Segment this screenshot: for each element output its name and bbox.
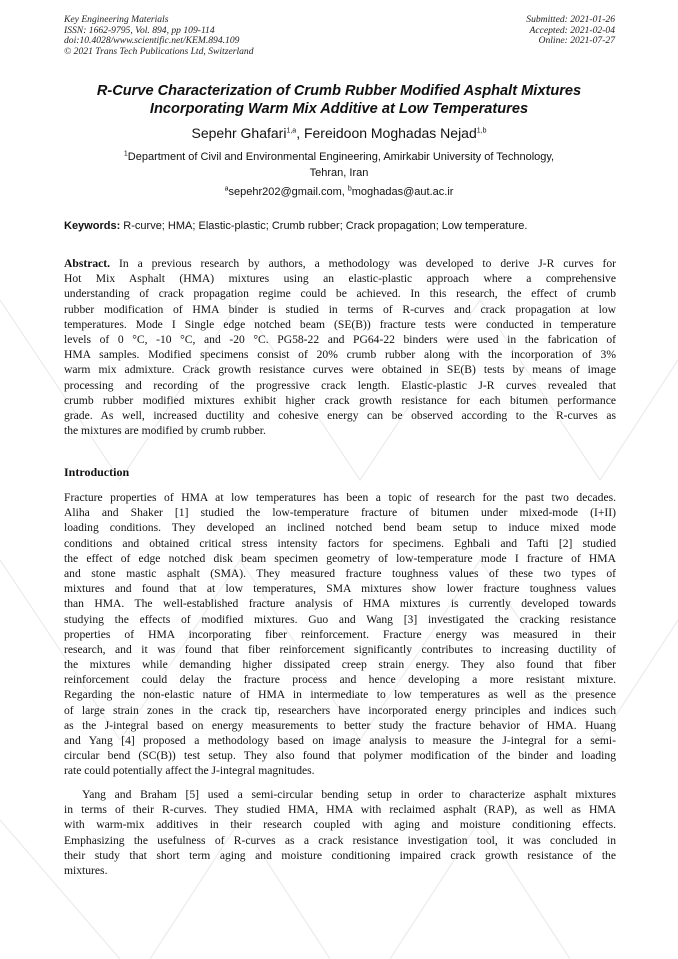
affiliation: $^1$Department of Civil and Environmental Engineering, Amirkabir University of Technology, Tehran, Iran (123, 150, 555, 179)
author-emails: $^a$sepehr202@gmail.com, $^b$moghadas@aut.ac.ir (224, 185, 454, 198)
section-heading: Introduction (64, 465, 130, 479)
author-name: Sepehr Ghafari (191, 125, 287, 141)
keywords-label: Keywords: (64, 220, 121, 232)
journal-name: Key Engineering Materials (64, 14, 169, 25)
intro-paragraph: Yang and Braham [5] used a semi-circular bending setup in order to characterize asphalt mixtures in terms of their R-curves. They studied HMA, HMA with reclaimed asphalt (RAP), as well as HMA with warm-mix additives in their research coupled with aging and moisture conditioning effects. Emphasizing the usefulness of R-curves as a crack resistance investigation tool, it was concluded in their study that short term aging and moisture conditioning impaired crack growth resistance of the mixtures. (64, 788, 616, 877)
keywords-text: R-curve; HMA; Elastic-plastic; Crumb rubber; Crack propagation; Low temperature. (120, 220, 528, 232)
email-link[interactable]: moghadas@aut.ac.ir (351, 186, 454, 198)
doi-line: doi:10.4028/www.scientific.net/KEM.894.109 (64, 35, 240, 46)
submission-dates (526, 15, 615, 47)
email-link[interactable]: sepehr202@gmail.com, (228, 186, 348, 198)
author-name: Fereidoon Moghadas Nejad (303, 125, 477, 141)
accepted-date: Accepted: 2021-02-04 (529, 24, 615, 36)
keywords (64, 219, 616, 234)
intro-paragraph: Fracture properties of HMA at low temperatures has been a topic of research for the past two decades. Aliha and Shaker [1] studied the low-temperature fracture of bitumen under mixed-mode (I+II) loading conditions. They developed an inclined notched bend beam setup to induce mixed mode conditions and obtained critical stress intensity factors for specimens. Eghbali and Tafti [2] studied the effect of edge notched disk beam specimen geometry of low-temperature mode I fracture of HMA and stone mastic asphalt (SMA). They measured fracture toughness values of these two types of mixtures and found that at low temperatures, SMA mixtures show lower fracture toughness values than HMA. The well-established fracture analysis of HMA mixtures is currently developed towards studying the effects of modified mixtures. Guo and Wang [3] investigated the cracking resistance properties of HMA incorporating fiber reinforcement. Fracture energy was measured in their research, and it was found that fiber reinforcement significantly contributes to increasing ductility of the mixtures while demanding higher dissipated creep strain energy. They also found that fiber reinforcement could delay the fracture process and hence developing a more resistant mixture. Regarding the non-elastic nature of HMA in intermediate to low temperatures as well as the presence of large strain zones in the crack tip, researchers have incorporated energy principles and indices such as the J-integral based on energy measurements to better study the fracture behavior of HMA. Huang and Yang [4] proposed a methodology based on image analysis to measure the J-integral for a semi- circular bend (SC(B)) test setup. They also found that polymer modification of the binder and loading rate could potentially affect the J-integral magnitudes. (64, 491, 616, 778)
abstract: Abstract. In a previous research by authors, a methodology was developed to derive J-R curves for Hot Mix Asphalt (HMA) mixtures using an elastic-plastic approach where a comprehensive understanding of crack propagation regime could be achieved. In this research, the effect of crumb rubber modification of HMA binder is studied in terms of R-curves and crack propagation at low temperatures. Mode I Single edge notched beam (SE(B)) fracture tests were conducted in temperature levels of 0 °C, -10 °C, and -20 °C. PG58-22 and PG64-22 binders were used in the fabrication of HMA samples. Modified specimens consist of 20% crumb rubber along with the incorporation of 3% warm mix admixture. Crack growth resistance curves were obtained in SE(B) tests by means of image processing and recording of the progressive crack length. Elastic-plastic J-R curves revealed that crumb rubber modified mixtures exhibit higher crack growth resistance for each bitumen performance grade. As well, increased ductility and cohesive energy can be observed according to the R-curves as the mixtures are modified by crumb rubber. (64, 257, 616, 438)
copyright-line: © 2021 Trans Tech Publications Ltd, Switzerland (64, 45, 254, 57)
journal-info (64, 15, 254, 57)
online-date: Online: 2021-07-27 (538, 35, 615, 46)
paper-title: R-Curve Characterization of Crumb Rubber Modified Asphalt Mixtures Incorporating Warm Mix Additive at Low Temperatures (96, 83, 582, 117)
abstract-label: Abstract. (64, 257, 111, 270)
submitted-date: Submitted: 2021-01-26 (526, 14, 615, 25)
author-list: Sepehr Ghafari$^{1,a}$, Fereidoon Moghadas Nejad$^{1,b}$ (191, 125, 487, 141)
issn-line: ISSN: 1662-9795, Vol. 894, pp 109-114 (64, 24, 215, 36)
